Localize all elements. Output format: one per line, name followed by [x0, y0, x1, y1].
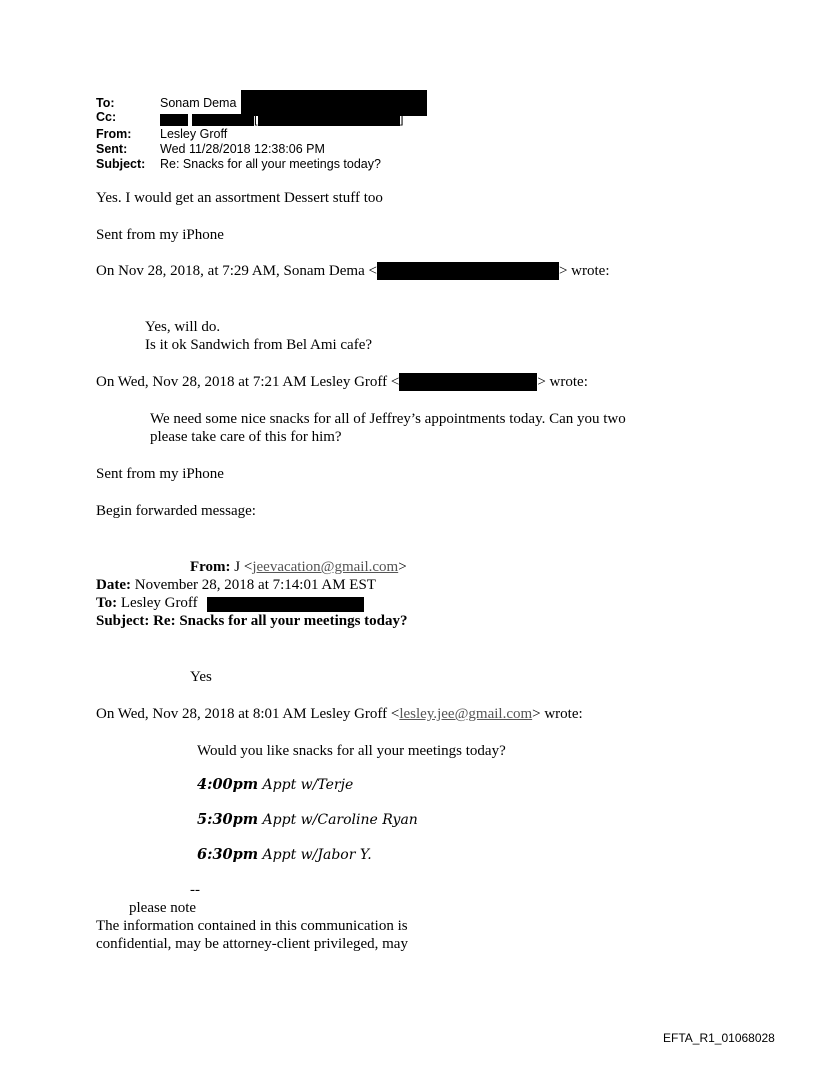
sent-value: Wed 11/28/2018 12:38:06 PM	[160, 142, 325, 156]
fwd-question: Would you like snacks for all your meetings today?	[197, 743, 506, 759]
fwd-date-value: November 28, 2018 at 7:14:01 AM EST	[130, 577, 376, 593]
disclaimer-line: confidential, may be attorney-client privileged, may	[96, 936, 408, 952]
redaction-box	[399, 373, 537, 391]
fwd-to-label: To:	[96, 595, 118, 611]
document-id: EFTA_R1_01068028	[663, 1031, 775, 1045]
redaction-box	[207, 597, 364, 612]
subject-value: Re: Snacks for all your meetings today?	[160, 157, 381, 171]
fwd-from-name: J <	[230, 559, 253, 575]
fwd-quote-header	[96, 705, 583, 723]
fwd-subject-line: Subject: Re: Snacks for all your meetings today?	[96, 613, 408, 629]
subject-label: Subject:	[96, 157, 146, 171]
quote-header-suffix: > wrote:	[537, 374, 588, 390]
quote-header-1	[96, 262, 609, 280]
fwd-quote-email-link[interactable]: lesley.jee@gmail.com	[399, 706, 533, 722]
appointment-time: 6:30pm	[197, 846, 259, 863]
sent-label: Sent:	[96, 142, 128, 156]
quote1-line: Is it ok Sandwich from Bel Ami cafe?	[145, 337, 373, 353]
appointment-item	[197, 776, 353, 793]
cc-bracket-close: ]	[400, 112, 404, 126]
cc-label: Cc:	[96, 110, 117, 124]
reply-text: Yes. I would get an assortment Dessert stuff too	[96, 190, 383, 206]
quote1-line: Yes, will do.	[145, 319, 221, 335]
appointment-time: 5:30pm	[197, 811, 259, 828]
fwd-quote-prefix: On Wed, Nov 28, 2018 at 8:01 AM Lesley Groff <	[96, 706, 400, 722]
appointment-desc: Appt w/Terje	[258, 777, 354, 793]
fwd-to-value: Lesley Groff	[117, 595, 198, 611]
quote-header-2	[96, 373, 588, 391]
fwd-to-line	[96, 594, 198, 612]
quote2-line: please take care of this for him?	[150, 429, 342, 445]
appointment-desc: Appt w/Caroline Ryan	[258, 812, 418, 828]
signature-dashes: --	[190, 882, 200, 898]
begin-forwarded: Begin forwarded message:	[96, 503, 256, 519]
appointment-time: 4:00pm	[197, 776, 259, 793]
fwd-from-label: From:	[190, 559, 231, 575]
fwd-from-close: >	[398, 559, 407, 575]
fwd-date-label: Date:	[96, 577, 131, 593]
quote-header-prefix: On Nov 28, 2018, at 7:29 AM, Sonam Dema <	[96, 263, 377, 279]
quote-header-suffix: > wrote:	[558, 263, 610, 279]
from-value: Lesley Groff	[160, 127, 228, 141]
sent-from-iphone: Sent from my iPhone	[96, 227, 224, 243]
signature-note: please note	[129, 900, 197, 916]
redaction-box	[160, 114, 188, 126]
disclaimer-line: The information contained in this communication is	[96, 918, 408, 934]
redaction-box	[192, 114, 254, 126]
appointment-desc: Appt w/Jabor Y.	[258, 847, 372, 863]
fwd-from-email-link[interactable]: jeevacation@gmail.com	[252, 559, 399, 575]
fwd-quote-suffix: > wrote:	[532, 706, 583, 722]
cc-bracket-open: [	[254, 112, 258, 126]
appointment-item	[197, 846, 372, 863]
redaction-box	[258, 114, 400, 126]
to-label: To:	[96, 96, 115, 110]
redaction-box	[377, 262, 559, 280]
fwd-date-line	[96, 576, 376, 594]
sent-from-iphone: Sent from my iPhone	[96, 466, 224, 482]
appointment-item	[197, 811, 418, 828]
fwd-from-line	[190, 558, 407, 576]
quote-header-prefix: On Wed, Nov 28, 2018 at 7:21 AM Lesley Groff <	[96, 374, 400, 390]
to-value: Sonam Dema	[160, 96, 237, 110]
fwd-reply: Yes	[190, 669, 212, 685]
from-label: From:	[96, 127, 132, 141]
quote2-line: We need some nice snacks for all of Jeffrey’s appointments today. Can you two	[150, 411, 626, 427]
